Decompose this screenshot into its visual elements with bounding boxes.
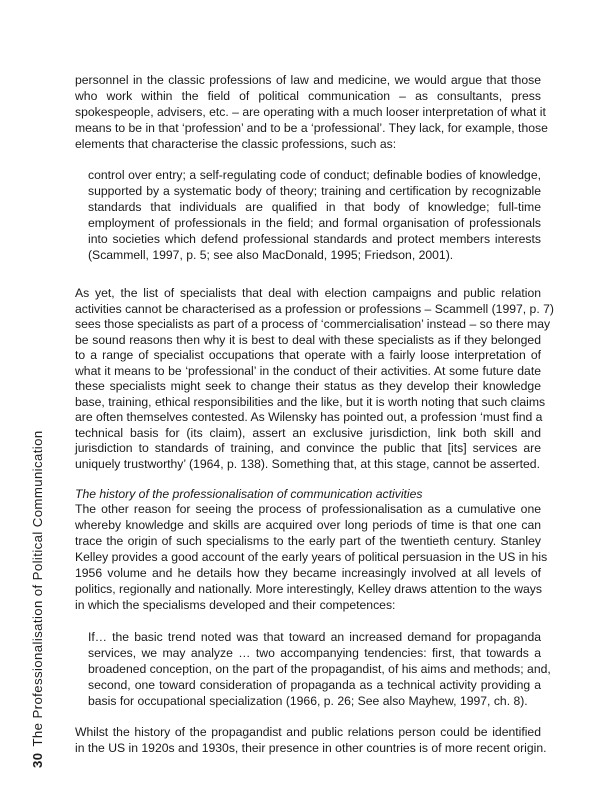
block-quote-line: basis for occupational specialization (1966, p. 26; See also Mayhew, 1997, ch. 8). (88, 694, 528, 708)
paragraph-line: means to be in that ‘profession’ and to be a ‘professional’. They lack, for example, those (75, 121, 548, 135)
block-quote-line: (Scammell, 1997, p. 5; see also MacDonald, 1995; Friedson, 2001). (88, 248, 454, 262)
paragraph-line: politics, regionally and nationally. More interestingly, Kelley draws attention to the ways (75, 582, 542, 596)
paragraph-line: Kelley provides a good account of the early years of political persuasion in the US in his (75, 550, 548, 564)
paragraph-line: in the US in 1920s and 1930s, their presence in other countries is of more recent origin. (75, 741, 547, 755)
paragraph-line: trace the origin of such specialisms to the early part of the twentieth century. Stanley (75, 534, 541, 548)
paragraph-line: elements that characterise the classic professions, such as: (75, 137, 397, 151)
paragraph-line: spokespeople, advisers, etc. – are operating with a much looser interpretation of what it (75, 105, 546, 119)
paragraph-line: these specialists might seek to change their status as they develop their knowledge (75, 379, 541, 393)
paragraph-line: sees those specialists as part of a process of ‘commercialisation’ instead – so there may (75, 317, 551, 331)
paragraph-line: to a range of specialist occupations that operate with a fairly loose interpretation of (75, 348, 541, 362)
paragraph-line: As yet, the list of specialists that deal with election campaigns and public relation (75, 286, 541, 300)
paragraph-line: are often themselves contested. As Wilensky has pointed out, a profession ‘must find a (75, 410, 543, 424)
block-quote-line: If… the basic trend noted was that toward an increased demand for propaganda (88, 630, 541, 644)
paragraph-line: jurisdiction to standards of training, and convince the public that [its] services are (75, 441, 541, 455)
paragraph-line: activities cannot be characterised as a profession or professions – Scammell (1997, p. 7) (75, 301, 554, 316)
block-quote-line: standards that individuals are qualified in that body of knowledge; full-time (88, 200, 541, 214)
paragraph-line: be sound reasons then why it is best to deal with these specialists as if they belonged (75, 332, 541, 347)
block-quote-line: supported by a systematic body of theory; training and certification by recognizable (88, 184, 541, 198)
page-number: 30 (30, 752, 45, 768)
block-quote-line: control over entry; a self-regulating code of conduct; definable bodies of knowledge, (88, 168, 541, 182)
paragraph-line: personnel in the classic professions of law and medicine, we would argue that those (75, 73, 541, 87)
paragraph-line: The other reason for seeing the process of professionalisation as a cumulative one (75, 502, 541, 516)
paragraph-line: what it means to be ‘professional’ in the conduct of their activities. At some future date (75, 363, 541, 378)
paragraph-line: Whilst the history of the propagandist and public relations person could be identified (75, 725, 541, 739)
block-quote-line: services, we may analyze … two accompanying tendencies: first, that towards a (88, 646, 541, 660)
section-heading: The history of the professionalisation of communication activities (75, 487, 423, 501)
paragraph-line: in which the specialisms developed and their competences: (75, 598, 396, 612)
paragraph-line: 1956 volume and he details how they became increasingly involved at all levels of (75, 566, 541, 580)
block-quote-line: into societies which defend professional standards and protect members interests (88, 232, 541, 246)
running-head (30, 430, 46, 768)
paragraph-line: technical basis for (its claim), assert an exclusive jurisdiction, link both skill and (75, 425, 541, 440)
paragraph-line: who work within the field of political communication – as consultants, press (75, 89, 541, 103)
running-head-title: The Professionalisation of Political Communication (30, 430, 45, 747)
block-quote-line: broadened conception, on the part of the propagandist, of his aims and methods; and, (88, 662, 551, 676)
paragraph-line: uniquely trustworthy’ (1964, p. 138). Something that, at this stage, cannot be asserted. (75, 456, 540, 471)
block-quote-line: second, one toward consideration of propaganda as a technical activity providing a (88, 678, 541, 692)
paragraph-line: base, training, ethical responsibilities and the like, but it is worth noting that such claims (75, 394, 546, 409)
block-quote-line: employment of professionals in the field; and formal organisation of professionals (88, 216, 541, 230)
paragraph-line: whereby knowledge and skills are acquired over long periods of time is that one can (75, 518, 541, 532)
